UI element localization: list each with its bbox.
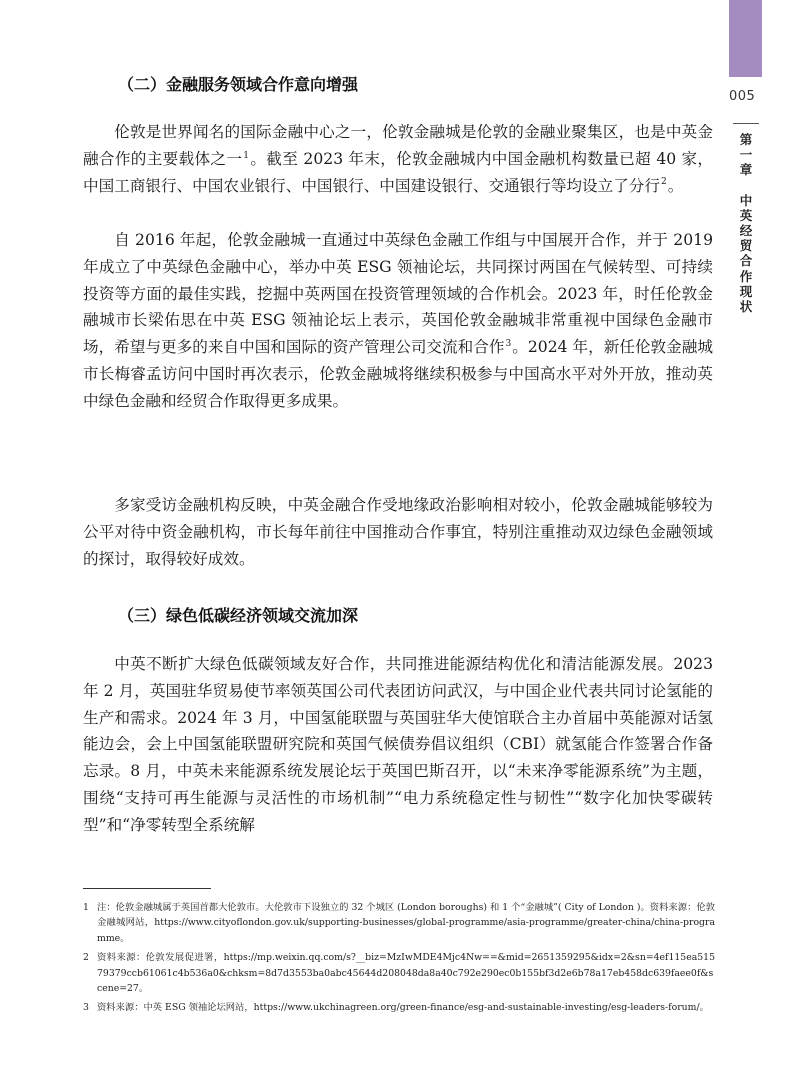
paragraph-text: 伦敦是世界闻名的国际金融中心之一，伦敦金融城是伦敦的金融业聚集区，也是中英金融合作的主要载体之一 xyxy=(83,123,713,168)
footnote-number: 1 xyxy=(83,902,89,913)
body-paragraph xyxy=(83,651,713,839)
footnote-item xyxy=(83,950,715,996)
footnote-text: 资料来源：中英 ESG 领袖论坛网站，https://www.ukchinagreen.org/green-finance/esg-and-sustainable-investing/esg-leaders-forum/。 xyxy=(97,1002,709,1014)
paragraph-text: 多家受访金融机构反映，中英金融合作受地缘政治影响相对较小，伦敦金融城能够较为公平对待中资金融机构，市长每年前往中国推动合作事宜，特别注重推动双边绿色金融领域的探讨，取得较好成效。 xyxy=(83,496,713,568)
chapter-title: 中英经贸合作现状 xyxy=(739,192,753,315)
footnote-ref: 1 xyxy=(243,150,250,161)
chapter-label: 第一章 xyxy=(739,132,753,178)
footnote-item xyxy=(83,900,715,946)
footnote-text: 注：伦敦金融城属于英国首都大伦敦市。大伦敦市下设独立的 32 个城区 (London boroughs) 和 1 个“金融城”( City of London )。资料来源：伦敦金融城网站，https://www.cityoflondon.gov.uk/supporting-businesses/global-programme/asia-programme/greater-china/china-programme。 xyxy=(97,902,715,944)
section-heading: （二）金融服务领域合作意向增强 xyxy=(118,75,359,94)
paragraph-text: 自 2016 年起，伦敦金融城一直通过中英绿色金融工作组与中国展开合作，并于 2019 年成立了中英绿色金融中心，举办中英 ESG 领袖论坛，共同探讨两国在气候转型、可持续投资等方面的最佳实践，挖掘中英两国在投资管理领域的合作机会。2023 年，时任伦敦金融城市长梁佑思在中英 ESG 领袖论坛上表示，英国伦敦金融城非常重视中国绿色金融市场，希望与更多的来自中国和国际的资产管理公司交流和合作 xyxy=(83,231,713,357)
body-paragraph xyxy=(83,119,713,199)
footnote-number: 3 xyxy=(83,1002,89,1014)
chapter-color-tab xyxy=(729,0,762,77)
section-heading: （三）绿色低碳经济领域交流加深 xyxy=(118,606,359,625)
side-divider xyxy=(733,123,759,124)
footnote-ref: 2 xyxy=(660,177,667,188)
footnote-divider xyxy=(83,888,211,889)
footnote-text: 资料来源：伦敦发展促进署，https://mp.weixin.qq.com/s?__biz=MzIwMDE4Mjc4Nw==&mid=2651359295&idx=2&sn=4ef115ea51579379ccb61061c4b536a0&chksm=8d7d3553ba0abc45644d208048da8a40c792e290ec0b155bf3d2e6b78a17eb458dc639faee0f&scene=27。 xyxy=(97,952,715,995)
paragraph-text: 。截至 2023 年末，伦敦金融城内中国金融机构数量已超 40 家，中国工商银行、中国农业银行、中国银行、中国建设银行、交通银行等均设立了分行 xyxy=(83,149,713,195)
footnote-ref: 3 xyxy=(505,339,512,349)
body-paragraph xyxy=(83,227,713,415)
body-paragraph xyxy=(83,492,713,572)
footnotes xyxy=(83,900,715,1020)
paragraph-text: 中英不断扩大绿色低碳领域友好合作，共同推进能源结构优化和清洁能源发展。2023 年 2 月，英国驻华贸易使节率领英国公司代表团访问武汉，与中国企业代表共同讨论氢能的生产和需求。2024 年 3 月，中国氢能联盟与英国驻华大使馆联合主办首届中英能源对话氢能边会，会上中国氢能联盟研究院和英国气候债券倡议组织（CBI）就氢能合作签署合作备忘录。8 月，中英未来能源系统发展论坛于英国巴斯召开，以“未来净零能源系统”为主题，围绕“支持可再生能源与灵活性的市场机制”“电力系统稳定性与韧性”“数字化加快零碳转型”和“净零转型全系统解 xyxy=(83,655,713,834)
footnote-number: 2 xyxy=(83,952,89,964)
paragraph-text: 。2024 年，新任伦敦金融城市长梅睿孟访问中国时再次表示，伦敦金融城将继续积极参与中国高水平对外开放，推动英中绿色金融和经贸合作取得更多成果。 xyxy=(83,338,713,410)
chapter-running-header xyxy=(737,132,755,314)
footnote-item xyxy=(83,1000,715,1015)
paragraph-text: 。 xyxy=(667,176,684,195)
page-number: 005 xyxy=(729,89,756,104)
